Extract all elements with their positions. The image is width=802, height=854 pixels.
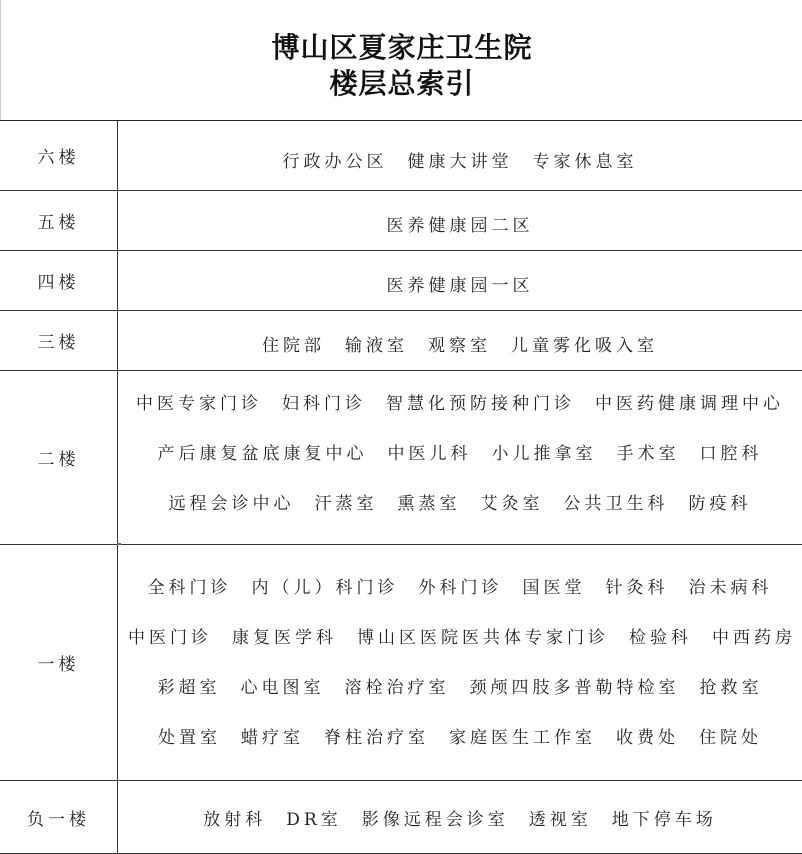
department-item: 观察室: [428, 336, 491, 356]
floor-label: 负一楼: [0, 781, 118, 853]
department-item: 妇科门诊: [282, 394, 366, 414]
department-item: 检验科: [629, 628, 692, 648]
department-item: 处置室: [158, 728, 221, 748]
department-line: [118, 489, 802, 514]
department-item: 中医儿科: [387, 444, 472, 464]
department-item: 儿童雾化吸入室: [511, 336, 658, 356]
floor-label: 四楼: [0, 251, 118, 310]
department-line: [118, 573, 802, 598]
floor-departments: [118, 781, 802, 853]
floor-6-row: [0, 121, 802, 191]
floor-label: 六楼: [0, 121, 118, 190]
department-item: 心电图室: [240, 678, 325, 698]
department-item: 医养健康园一区: [386, 276, 534, 296]
department-item: 治未病科: [688, 578, 773, 598]
floor-5-row: [0, 191, 802, 251]
department-item: 内（儿）科门诊: [251, 578, 399, 598]
department-item: 放射科: [203, 810, 267, 830]
department-item: 地下停车场: [611, 810, 717, 830]
department-item: 中医药健康调理中心: [595, 394, 784, 414]
department-item: 彩超室: [157, 678, 221, 698]
floor-label: 一楼: [0, 545, 118, 780]
department-item: 国医堂: [522, 578, 586, 598]
floor-4-row: [0, 251, 802, 311]
department-item: 专家休息室: [532, 152, 638, 172]
hospital-name: 博山区夏家庄卫生院: [271, 31, 533, 64]
department-item: 汗蒸室: [314, 494, 378, 514]
floor-1-row: [0, 545, 802, 781]
department-item: 住院部: [262, 336, 325, 356]
department-line: [118, 439, 802, 464]
department-item: 颈颅四肢多普勒特检室: [469, 678, 680, 698]
department-item: 医养健康园二区: [386, 216, 534, 236]
department-item: 蜡疗室: [241, 728, 304, 748]
department-item: 家庭医生工作室: [449, 728, 596, 748]
department-line: [118, 271, 802, 296]
floor-2-row: [0, 371, 802, 545]
department-item: 公共卫生科: [563, 494, 669, 514]
floor-index-table: [0, 120, 802, 853]
department-item: 针灸科: [605, 578, 669, 598]
department-item: 输液室: [345, 336, 408, 356]
title-block: [0, 0, 802, 120]
department-item: 康复医学科: [232, 628, 337, 648]
department-item: 收费处: [616, 728, 679, 748]
department-line: [118, 211, 802, 236]
floor-label: 二楼: [0, 371, 118, 544]
department-item: 口腔科: [699, 444, 763, 464]
floor-departments: [118, 545, 802, 780]
department-item: 透视室: [528, 810, 592, 830]
department-item: 脊柱治疗室: [324, 728, 429, 748]
department-line: [118, 673, 802, 698]
cell-marker: [117, 543, 121, 545]
department-item: 熏蒸室: [397, 494, 461, 514]
department-item: 智慧化预防接种门诊: [386, 394, 575, 414]
department-item: 防疫科: [688, 494, 752, 514]
department-item: 中西药房: [712, 628, 796, 648]
department-item: 溶栓治疗室: [344, 678, 450, 698]
department-item: 中医门诊: [128, 628, 212, 648]
department-line: [118, 805, 802, 830]
department-item: 健康大讲堂: [407, 152, 513, 172]
floor-departments: [118, 121, 802, 190]
department-item: 抢救室: [699, 678, 763, 698]
department-item: 小儿推拿室: [491, 444, 597, 464]
department-item: DR室: [286, 810, 342, 830]
department-line: [118, 331, 802, 356]
floor-3-row: [0, 311, 802, 371]
floor-departments: [118, 311, 802, 370]
department-line: [118, 389, 802, 414]
department-item: 全科门诊: [147, 578, 232, 598]
department-item: 远程会诊中心: [168, 494, 295, 514]
floor-departments: [118, 191, 802, 250]
department-item: 手术室: [616, 444, 680, 464]
floor-departments: [118, 251, 802, 310]
department-line: [118, 723, 802, 748]
department-item: 博山区医院医共体专家门诊: [357, 628, 609, 648]
floor-departments: [118, 371, 802, 544]
department-line: [118, 623, 802, 648]
department-item: 中医专家门诊: [136, 394, 262, 414]
department-line: [118, 147, 802, 172]
floor-label: 五楼: [0, 191, 118, 250]
page-title: 楼层总索引: [329, 67, 475, 100]
floor-label: 三楼: [0, 311, 118, 370]
department-item: 住院处: [699, 728, 762, 748]
department-item: 产后康复盆底康复中心: [157, 444, 368, 464]
department-item: 艾灸室: [480, 494, 544, 514]
floor-b1-row: [0, 781, 802, 854]
department-item: 影像远程会诊室: [361, 810, 509, 830]
department-item: 行政办公区: [282, 152, 388, 172]
department-item: 外科门诊: [418, 578, 503, 598]
